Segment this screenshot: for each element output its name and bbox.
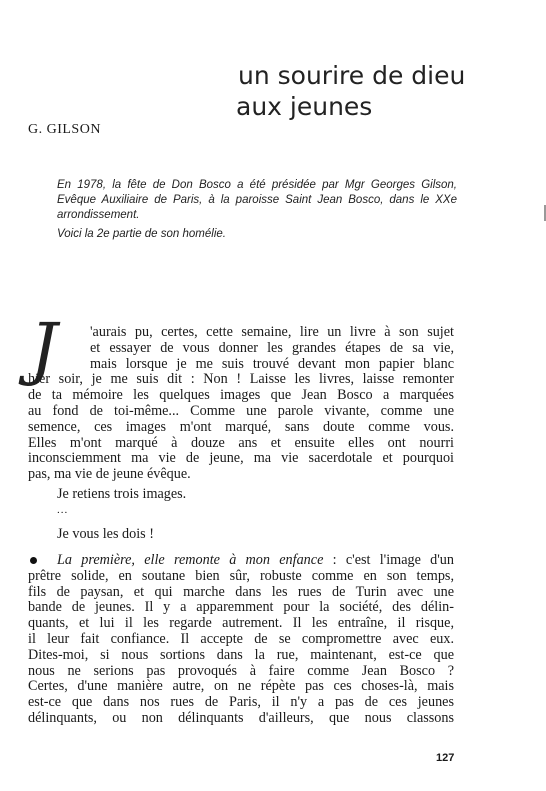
intro-note: Voici la 2e partie de son homélie.	[57, 228, 226, 240]
text-line: semence, ces images m'ont marqué, sans doute comme vous.	[28, 418, 454, 435]
intro-paragraph: En 1978, la fête de Don Bosco a été présidée par Mgr Georges Gilson, Evêque Auxiliaire de Paris, à la paroisse Saint Jean Bosco, dans le XXe arrondissement.	[57, 179, 457, 221]
drop-cap: J	[30, 310, 58, 389]
paragraph-2: Je retiens trois images.	[57, 486, 187, 502]
ellipsis: ...	[57, 504, 69, 516]
text-line: inconsciemment ma vie de jeune, ma vie sacerdotale et pourquoi	[28, 450, 454, 467]
text-line: fils de paysan, et qui marche dans les rues de Turin avec une	[28, 583, 454, 600]
text-line: prêtre solide, en soutane bien sûr, robuste comme en son temps,	[28, 567, 454, 584]
text-line: 'aurais pu, certes, cette semaine, lire un livre à son sujet	[90, 324, 454, 340]
text-line: quants, et lui il les regarde autrement. Il les entraîne, il risque,	[28, 615, 454, 632]
text-line: est-ce que dans nos rues de Paris, il n'y a pas de ces jeunes	[28, 694, 454, 711]
article-title-line2: aux jeunes	[236, 92, 373, 121]
text-line: pas, ma vie de jeune évêque.	[28, 466, 191, 483]
text-line: mais lorsque je me suis trouvé devant mon papier blanc	[90, 355, 454, 372]
author: G. GILSON	[28, 122, 101, 137]
text-line	[28, 553, 454, 569]
text-line: il leur fait confiance. Il accepte de se compromettre avec eux.	[28, 630, 454, 647]
text-line: hier soir, je me suis dit : Non ! Laisse les livres, laisse remonter	[28, 371, 454, 388]
text-line: Dites-moi, si nous sortions dans la rue, maintenant, est-ce que	[28, 646, 454, 663]
text-line: Elles m'ont marqué à douze ans et ensuite elles ont nourri	[28, 434, 454, 451]
text-run: : c'est l'image d'un	[323, 552, 454, 568]
text-line: Certes, d'une manière autre, on ne répète pas ces choses-là, mais	[28, 678, 454, 695]
text-line: de ta mémoire les quelques images que Jean Bosco a marquées	[28, 387, 454, 404]
paragraph-4	[28, 553, 454, 727]
paragraph-1-indented	[90, 325, 454, 372]
text-line: bande de jeunes. Il y a apparemment pour la société, des délin-	[28, 599, 454, 616]
paragraph-1	[28, 372, 454, 483]
paragraph-3: Je vous les dois !	[57, 526, 154, 542]
text-line: délinquants, ou non délinquants d'ailleurs, que nous classons	[28, 709, 454, 726]
text-line: nous ne serions pas provoqués à faire comme Jean Bosco ?	[28, 662, 454, 679]
article-title-line1: un sourire de dieu	[238, 61, 466, 90]
italic-lead: La première, elle remonte à mon enfance	[57, 552, 324, 568]
text-line: et essayer de vous donner les grandes étapes de sa vie,	[90, 339, 454, 356]
page-number: 127	[436, 752, 455, 764]
text-line: au fond de toi-même... Comme une parole vivante, comme une	[28, 402, 454, 419]
